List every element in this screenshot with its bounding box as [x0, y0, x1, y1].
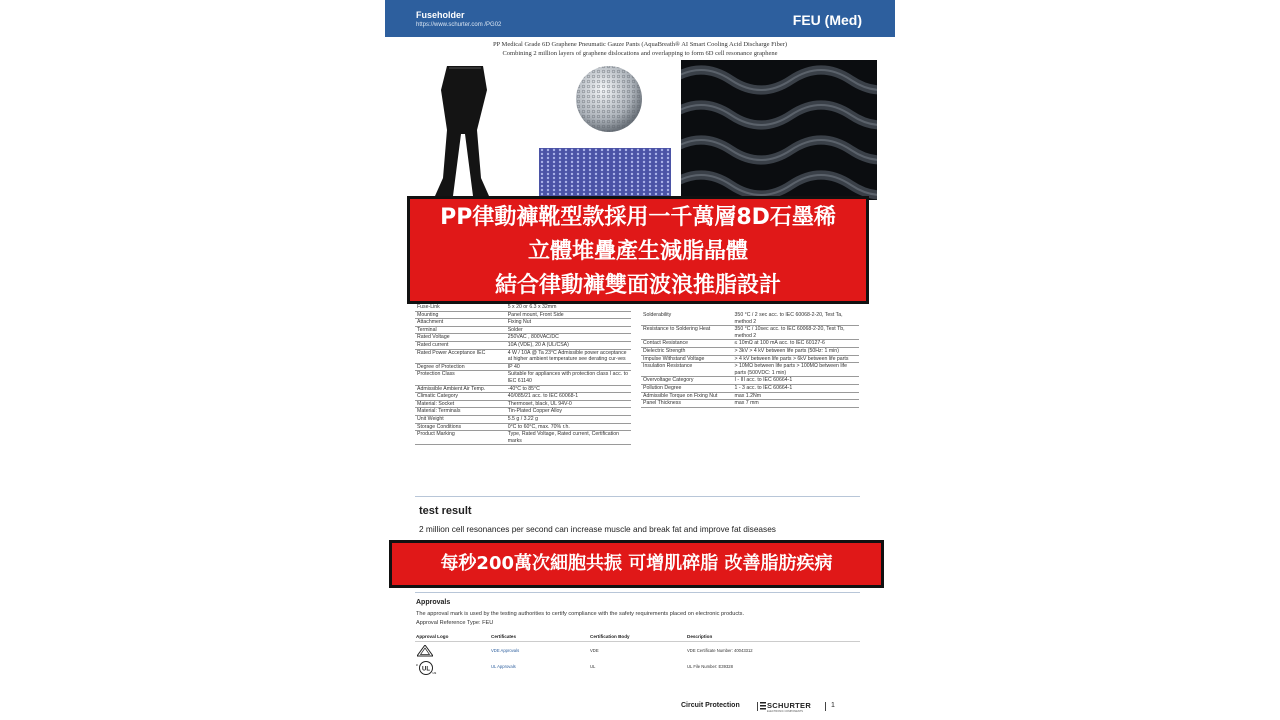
spec-value: ≤ 10mΩ at 100 mA acc. to IEC 60127-6 — [733, 340, 859, 348]
subtitle-line-2: Combining 2 million layers of graphene dislocations and overlapping to form 6D cell resonance graphene — [502, 50, 778, 57]
spec-value: 250VAC , 800VAC/DC — [506, 334, 631, 342]
spec-row — [415, 363, 631, 371]
fabric-weave-image — [681, 60, 877, 200]
spec-row — [415, 349, 631, 363]
promo-banner-line-2: 立體堆疊產生減脂晶體 — [527, 239, 748, 264]
spec-value: -40°C to 85°C — [506, 385, 631, 393]
svg-text:us: us — [432, 671, 437, 675]
footer-separator-2 — [825, 702, 826, 711]
promo-banner-line-1: PP律動褲靴型款採用一千萬層8D石墨稀 — [440, 205, 836, 230]
header-url[interactable]: https://www.schurter.com /PG02 — [416, 22, 502, 28]
spec-value: max 7 mm — [733, 400, 859, 408]
vde-body: VDE — [590, 648, 599, 653]
spec-row — [641, 326, 859, 340]
spec-row — [641, 392, 859, 400]
spec-key: Unit Weight — [415, 415, 506, 423]
spec-row — [415, 341, 631, 349]
header-product-code: FEU (Med) — [792, 12, 862, 28]
spec-value: I - III acc. to IEC 60664-1 — [733, 377, 859, 385]
promo-banner-line-3: 結合律動褲雙面波浪推脂設計 — [494, 273, 781, 298]
spec-value: Tin-Plated Copper Alloy — [506, 408, 631, 416]
spec-key: Climatic Category — [415, 393, 506, 401]
header-bar — [385, 0, 895, 37]
approvals-header-description: Description — [687, 634, 713, 639]
vde-description: VDE Certificate Number: 40043312 — [687, 648, 753, 653]
vde-logo-icon — [417, 645, 433, 657]
spec-key: Insulation Resistance — [641, 363, 733, 377]
spec-value: Suitable for appliances with protection class I acc. to IEC 61140 — [506, 371, 631, 385]
ul-approvals-link[interactable]: UL Approvals — [491, 664, 516, 669]
spec-row — [641, 340, 859, 348]
spec-value: IP 40 — [506, 363, 631, 371]
spec-row — [641, 355, 859, 363]
spec-value: 5.5 g / 3.22 g — [506, 415, 631, 423]
datasheet-page — [385, 0, 895, 720]
spec-key: Rated Voltage — [415, 334, 506, 342]
ul-description: UL File Number: E39328 — [687, 664, 733, 669]
page-number: 1 — [831, 702, 835, 709]
footer-section-label: Circuit Protection — [681, 702, 740, 709]
spec-key: Overvoltage Category — [641, 377, 733, 385]
spec-row — [415, 326, 631, 334]
test-result-description: 2 million cell resonances per second can increase muscle and break fat and improve fat diseases — [419, 524, 776, 534]
spec-table-left — [415, 304, 631, 445]
spec-row — [415, 393, 631, 401]
spec-table-right — [641, 312, 859, 408]
spec-row — [415, 423, 631, 431]
spec-value: Panel mount, Front Side — [506, 311, 631, 319]
approvals-header-logo: Approval Logo — [416, 634, 449, 639]
spec-value: 40/085/21 acc. to IEC 60068-1 — [506, 393, 631, 401]
schurter-logo-icon — [760, 702, 766, 710]
spec-value: > 3kV > 4 kV between life parts (50Hz: 1 min) — [733, 347, 859, 355]
approvals-title: Approvals — [416, 599, 451, 606]
spec-key: Dielectric Strength — [641, 347, 733, 355]
spec-row — [415, 319, 631, 327]
spec-row — [415, 334, 631, 342]
spec-value: > 10MΩ between life parts > 100MΩ between life parts (500VDC: 1 min) — [733, 363, 859, 377]
graphene-layers-image — [539, 148, 671, 198]
spec-value: > 4 kV between life parts > 6kV between life parts — [733, 355, 859, 363]
spec-key: Fuse-Link — [415, 304, 506, 311]
spec-key: Contact Resistance — [641, 340, 733, 348]
spec-row — [641, 363, 859, 377]
spec-key: Protection Class — [415, 371, 506, 385]
spec-row — [641, 312, 859, 326]
spec-key: Impulse Withstand Voltage — [641, 355, 733, 363]
test-result-title: test result — [419, 505, 472, 517]
spec-row — [415, 311, 631, 319]
spec-row — [415, 408, 631, 416]
spec-key: Admissible Ambient Air Temp. — [415, 385, 506, 393]
vde-approvals-link[interactable]: VDE Approvals — [491, 648, 520, 653]
spec-key: Material: Terminals — [415, 408, 506, 416]
ul-body: UL — [590, 664, 596, 669]
svg-text:c: c — [416, 662, 418, 667]
approvals-header-certificates: Certificates — [491, 634, 517, 639]
spec-row — [415, 371, 631, 385]
spec-key: Admissible Torque on Fixing Nut — [641, 392, 733, 400]
spec-key: Resistance to Soldering Heat — [641, 326, 733, 340]
approvals-reference: Approval Reference Type: FEU — [416, 620, 494, 626]
spec-key: Rated Power Acceptance IEC — [415, 349, 506, 363]
promo-banner-secondary: 每秒200萬次細胞共振 可增肌碎脂 改善脂肪疾病 — [389, 540, 884, 588]
pants-image — [425, 60, 515, 200]
approvals-divider — [415, 592, 860, 593]
approvals-description: The approval mark is used by the testing authorities to certify compliance with the safety requirements placed on electronic products. — [416, 611, 745, 617]
spec-row — [641, 400, 859, 408]
subtitle-line-1: PP Medical Grade 6D Graphene Pneumatic Gauze Pants (AquaBreath® AI Smart Cooling Acid Discharge Fiber) — [492, 41, 788, 48]
spec-row — [415, 304, 631, 311]
promo-banner-main — [407, 196, 869, 304]
spec-value: 4 W / 10A @ Ta 23°C Admissible power acceptance at higher ambient temperature see derating cur-ves — [506, 349, 631, 363]
spec-value: Type, Rated Voltage, Rated current, Certification marks — [506, 431, 631, 445]
spec-key: Solderability — [641, 312, 733, 326]
spec-row — [415, 431, 631, 445]
svg-text:UL: UL — [422, 666, 430, 673]
footer-brand: SCHURTER — [767, 701, 812, 710]
spec-row — [641, 347, 859, 355]
spec-value: 10A (VDE), 20 A (UL/CSA) — [506, 341, 631, 349]
spec-row — [415, 400, 631, 408]
spec-value: max 1.2Nm — [733, 392, 859, 400]
spec-value: 350 °C / 2 sec acc. to IEC 60068-2-20, Test Ta, method 2 — [733, 312, 859, 326]
footer-separator — [757, 702, 758, 711]
spec-key: Pollution Degree — [641, 384, 733, 392]
section-divider — [415, 496, 860, 497]
spec-key: Product Marking — [415, 431, 506, 445]
spec-value: 1 - 3 acc. to IEC 60664-1 — [733, 384, 859, 392]
spec-value: Thermoset, black, UL 94V-0 — [506, 400, 631, 408]
graphene-sphere-image — [571, 64, 647, 134]
spec-key: Attachment — [415, 319, 506, 327]
header-title: Fuseholder — [416, 10, 465, 20]
ul-logo-icon — [416, 660, 438, 676]
spec-value: 5 x 20 or 6.3 x 32mm — [506, 304, 631, 311]
footer-tagline: ELECTRONIC COMPONENTS — [767, 710, 804, 713]
spec-value: 0°C to 60°C, max. 70% r.h. — [506, 423, 631, 431]
spec-key: Panel Thickness — [641, 400, 733, 408]
spec-key: Terminal — [415, 326, 506, 334]
spec-row — [415, 415, 631, 423]
spec-row — [641, 377, 859, 385]
spec-key: Rated current — [415, 341, 506, 349]
approvals-header-rule — [415, 641, 860, 642]
spec-key: Mounting — [415, 311, 506, 319]
spec-key: Storage Conditions — [415, 423, 506, 431]
spec-row — [415, 385, 631, 393]
spec-value: Solder — [506, 326, 631, 334]
approvals-header-body: Certification Body — [590, 634, 630, 639]
spec-value: Fixing Nut — [506, 319, 631, 327]
spec-row — [641, 384, 859, 392]
spec-value: 350 °C / 10sec acc. to IEC 60068-2-20, Test Tb, method 2 — [733, 326, 859, 340]
spec-key: Material: Socket — [415, 400, 506, 408]
spec-key: Degree of Protection — [415, 363, 506, 371]
